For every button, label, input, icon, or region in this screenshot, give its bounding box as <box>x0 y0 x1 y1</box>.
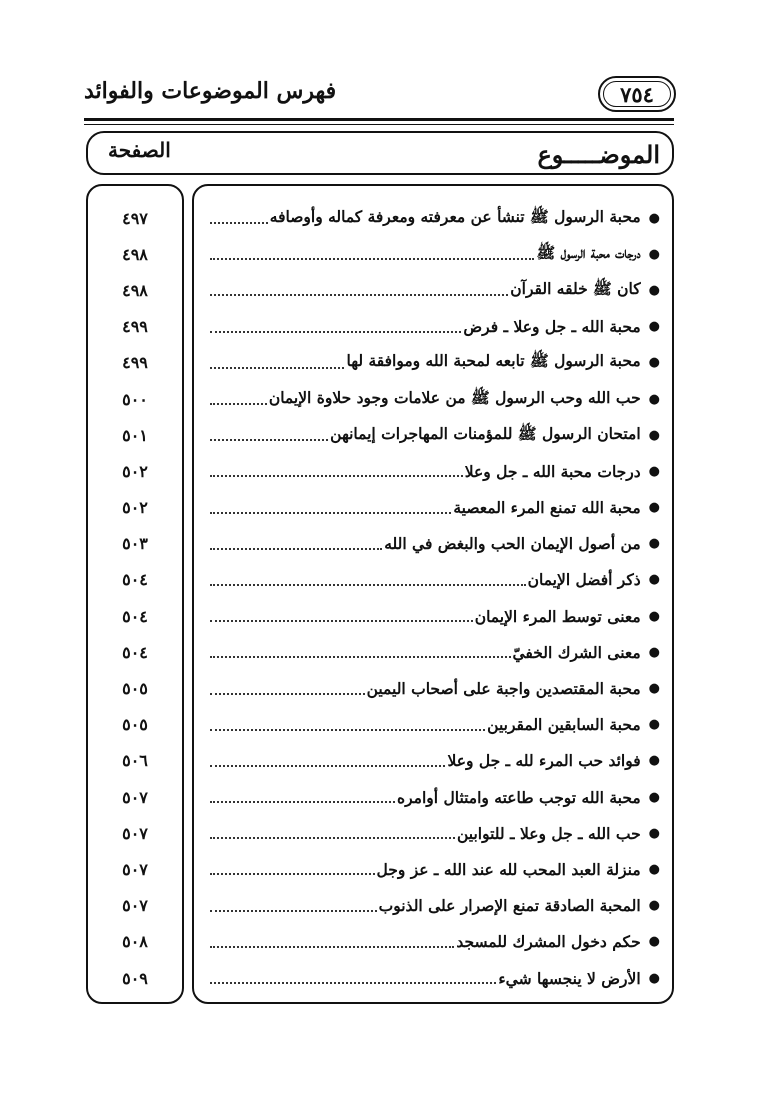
toc-entry-page: ٥٠٦ <box>122 751 148 771</box>
bullet-icon: ● <box>648 210 660 226</box>
toc-entry-title: الأرض لا ينجسها شيء <box>498 968 641 988</box>
toc-entry-page: ٥٠٠ <box>122 389 148 409</box>
running-title: فهرس الموضوعات والفوائد <box>84 78 337 104</box>
page-header <box>84 72 676 116</box>
dot-leader <box>210 512 451 514</box>
toc-entry-title: امتحان الرسول ﷺ للمؤمنات المهاجرات إيمانهن <box>330 423 641 443</box>
dot-leader <box>210 620 473 622</box>
bullet-icon: ● <box>648 717 660 733</box>
toc-entry-title: محبة السابقين المقربين <box>487 715 641 735</box>
dot-leader <box>210 982 496 984</box>
dot-leader <box>210 222 268 224</box>
toc-entry-title: منزلة العبد المحب لله عند الله ـ عز وجل <box>376 859 641 879</box>
column-header <box>86 131 674 175</box>
dot-leader <box>210 656 511 658</box>
dot-leader <box>210 837 455 839</box>
toc-entry-page: ٥٠٨ <box>122 932 148 952</box>
dot-leader <box>210 693 365 695</box>
page-numbers-column <box>86 184 184 1004</box>
toc-entry <box>206 634 660 670</box>
bullet-icon: ● <box>648 536 660 552</box>
toc-entry <box>206 851 660 887</box>
page-number: ٧٥٤ <box>620 81 654 107</box>
toc-entry-title: ذكر أفضل الإيمان <box>527 570 641 590</box>
dot-leader <box>210 475 463 477</box>
toc-entry <box>206 924 660 960</box>
toc-entry <box>206 526 660 562</box>
bullet-icon: ● <box>648 391 660 407</box>
toc-entry-page: ٤٩٨ <box>122 244 148 264</box>
bullet-icon: ● <box>648 282 660 298</box>
topic-column-label: الموضـــــوع <box>537 140 660 169</box>
toc-entry <box>206 453 660 489</box>
toc-entry-title: حكم دخول المشرك للمسجد <box>456 932 641 952</box>
toc-entry-page: ٥٠٧ <box>122 859 148 879</box>
dot-leader <box>210 439 328 441</box>
toc-entry <box>206 345 660 381</box>
toc-entry-page: ٥٠٧ <box>122 896 148 916</box>
toc-entry <box>206 960 660 996</box>
bullet-icon: ● <box>648 681 660 697</box>
toc-entry-page: ٥٠٤ <box>122 570 148 590</box>
bullet-icon: ● <box>648 825 660 841</box>
toc-entry-page: ٥٠٤ <box>122 642 148 662</box>
toc-entry-title: معنى توسط المرء الإيمان <box>474 606 641 626</box>
page-number-badge <box>598 76 676 112</box>
toc-entry-page: ٤٩٨ <box>122 280 148 300</box>
toc-entry <box>206 309 660 345</box>
bullet-icon: ● <box>648 644 660 660</box>
dot-leader <box>210 729 485 731</box>
toc-entry-title: درجات محبة الله ـ جل وعلا <box>464 461 641 481</box>
toc-entry-title: محبة المقتصدين واجبة على أصحاب اليمين <box>366 679 641 699</box>
toc-entry-page: ٥٠٢ <box>122 498 148 518</box>
toc-entry-title: محبة الله توجب طاعته وامتثال أوامره <box>396 787 641 807</box>
page-numbers-list <box>88 200 182 996</box>
bullet-icon: ● <box>648 246 660 262</box>
bullet-icon: ● <box>648 463 660 479</box>
toc-entry-title: كان ﷺ خلقه القرآن <box>510 278 641 298</box>
toc-entry <box>206 598 660 634</box>
toc-entry-title: حب الله وحب الرسول ﷺ من علامات وجود حلاوة الإيمان <box>268 387 641 407</box>
bullet-icon: ● <box>648 789 660 805</box>
toc-entry <box>206 490 660 526</box>
dot-leader <box>210 873 375 875</box>
topics-list <box>206 200 660 996</box>
toc-entry <box>206 888 660 924</box>
toc-entry <box>206 562 660 598</box>
toc-entry-page: ٥٠٥ <box>122 715 148 735</box>
toc-entry-title: المحبة الصادقة تمنع الإصرار على الذنوب <box>378 896 641 916</box>
toc-entry-title: محبة الرسول ﷺ تنشأ عن معرفته ومعرفة كماله وأوصافه <box>269 206 641 226</box>
toc-entry <box>206 381 660 417</box>
bullet-icon: ● <box>648 934 660 950</box>
dot-leader <box>210 548 382 550</box>
dot-leader <box>210 946 454 948</box>
toc-entry-title: محبة الله ـ جل وعلا ـ فرض <box>463 317 641 337</box>
toc-entry-page: ٥٠٣ <box>122 534 148 554</box>
bullet-icon: ● <box>648 608 660 624</box>
bullet-icon: ● <box>648 970 660 986</box>
toc-entry-page: ٥٠٥ <box>122 679 148 699</box>
dot-leader <box>210 910 377 912</box>
dot-leader <box>210 765 445 767</box>
bullet-icon: ● <box>648 861 660 877</box>
toc-entry-page: ٤٩٩ <box>122 353 148 373</box>
bullet-icon: ● <box>648 500 660 516</box>
toc-entry <box>206 743 660 779</box>
bullet-icon: ● <box>648 427 660 443</box>
toc-entry <box>206 815 660 851</box>
toc-entry-page: ٤٩٧ <box>122 208 148 228</box>
toc-entry-page: ٥٠٩ <box>122 968 148 988</box>
bullet-icon: ● <box>648 898 660 914</box>
toc-entry <box>206 200 660 236</box>
dot-leader <box>210 294 508 296</box>
bullet-icon: ● <box>648 753 660 769</box>
toc-entry-title: من أصول الإيمان الحب والبغض في الله <box>384 534 641 554</box>
header-rule <box>84 118 674 121</box>
toc-entry-page: ٥٠٢ <box>122 461 148 481</box>
toc-entry-title: محبة الله تمنع المرء المعصية <box>453 498 641 518</box>
dot-leader <box>210 584 526 586</box>
toc-entry <box>206 236 660 272</box>
dot-leader <box>210 367 344 369</box>
dot-leader <box>210 258 534 260</box>
bullet-icon: ● <box>648 319 660 335</box>
toc-entry-page: ٤٩٩ <box>122 317 148 337</box>
toc-entry-page: ٥٠٧ <box>122 823 148 843</box>
topics-column <box>192 184 674 1004</box>
toc-entry <box>206 417 660 453</box>
toc-entry-title: درجات محبة الرسول ﷺ <box>536 242 641 262</box>
toc-entry-title: محبة الرسول ﷺ تابعه لمحبة الله وموافقة لها <box>346 351 641 371</box>
toc-entry <box>206 670 660 706</box>
toc-entry-page: ٥٠٧ <box>122 787 148 807</box>
toc-entry-title: حب الله ـ جل وعلا ـ للتوابين <box>456 823 641 843</box>
toc-entry-title: معنى الشرك الخفيّ <box>512 642 641 662</box>
toc-entry-title: فوائد حب المرء لله ـ جل وعلا <box>447 751 641 771</box>
toc-entry-page: ٥٠٤ <box>122 606 148 626</box>
toc-entry <box>206 779 660 815</box>
bullet-icon: ● <box>648 572 660 588</box>
dot-leader <box>210 331 461 333</box>
toc-entry <box>206 272 660 308</box>
dot-leader <box>210 801 395 803</box>
toc-entry <box>206 707 660 743</box>
dot-leader <box>210 403 267 405</box>
bullet-icon: ● <box>648 355 660 371</box>
page-column-label: الصفحة <box>108 138 171 162</box>
header-rule-thin <box>84 124 674 125</box>
toc-entry-page: ٥٠١ <box>122 425 148 445</box>
